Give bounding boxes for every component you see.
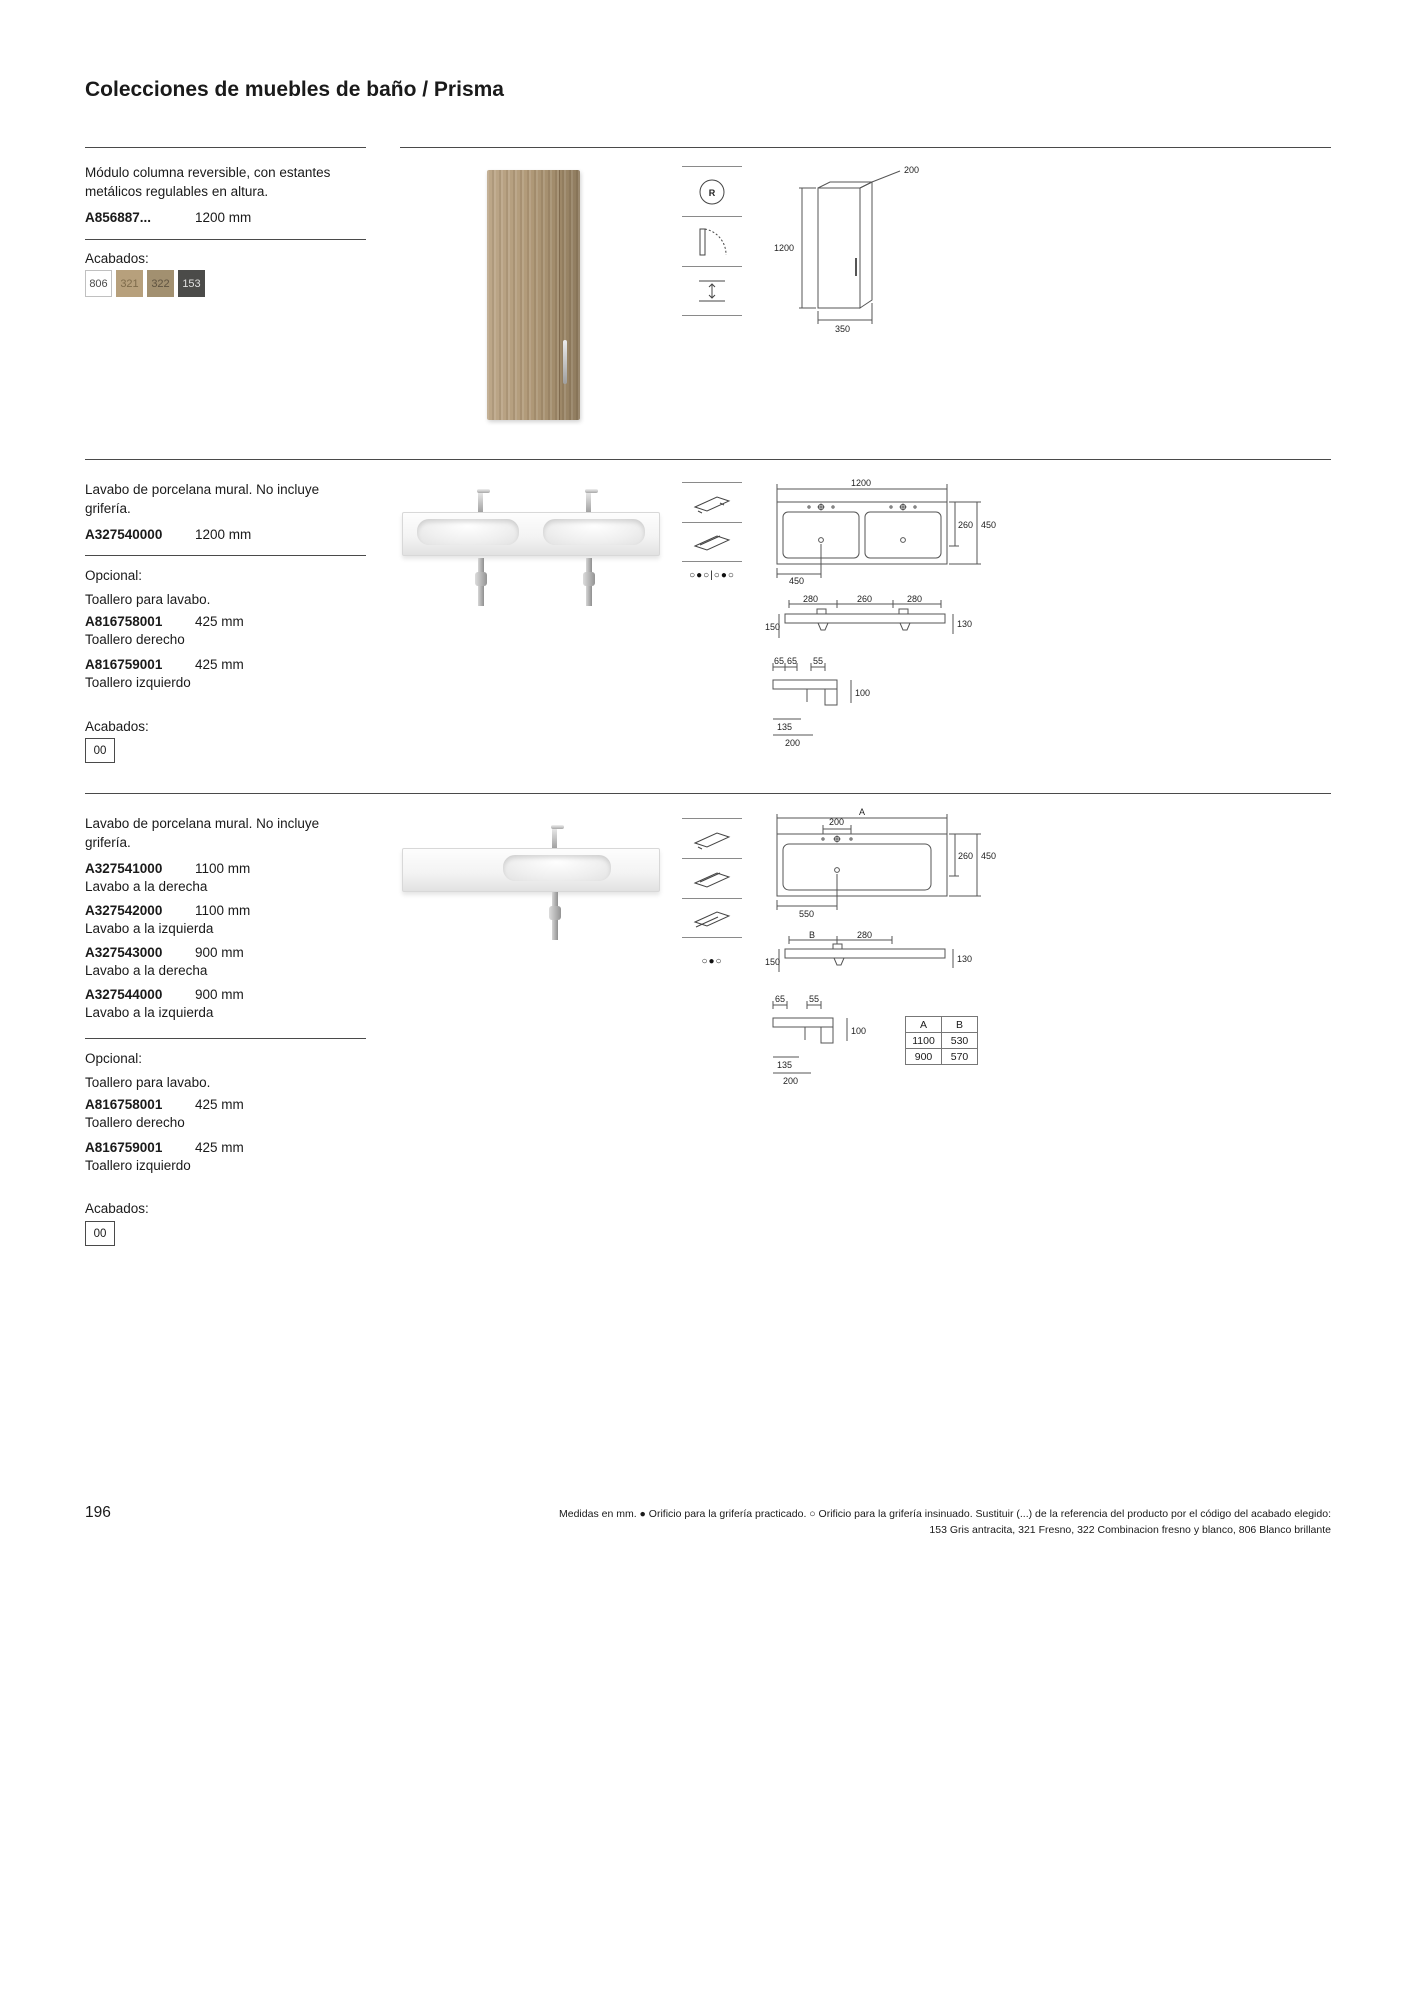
ref-size: 1100 mm xyxy=(195,903,251,918)
product-photo-single-basin xyxy=(400,818,665,943)
dim-label: 100 xyxy=(855,688,871,698)
basin-bowl xyxy=(543,519,645,545)
towel-rail-icon xyxy=(682,858,742,898)
ref-size: 1100 mm xyxy=(195,861,251,876)
ref-size: 425 mm xyxy=(195,1140,244,1155)
product-description: Lavabo de porcelana mural. No incluye grifería. xyxy=(85,482,320,517)
dim-label: 55 xyxy=(813,656,824,666)
ref-size: 1200 mm xyxy=(195,210,252,225)
acabados-label: Acabados: xyxy=(85,719,149,734)
ref-size: 900 mm xyxy=(195,987,244,1002)
feature-icon-stack xyxy=(682,818,742,938)
dim-label: 130 xyxy=(957,619,973,629)
ref-code: A327540000 xyxy=(85,527,163,542)
drain-pipe xyxy=(586,558,592,606)
dim-label: 260 xyxy=(857,594,873,604)
section-subdivider xyxy=(85,555,366,556)
acabados-label: Acabados: xyxy=(85,1201,149,1216)
dim-label: 280 xyxy=(803,594,819,604)
product-ref-row xyxy=(85,945,244,960)
table-cell: 1100 xyxy=(906,1033,942,1049)
header-rule-right xyxy=(400,147,1331,148)
dim-label: 55 xyxy=(809,994,820,1004)
towel-rail-icon xyxy=(682,898,742,938)
tap-hole-indicator: ○●○|○●○ xyxy=(689,570,735,581)
opcional-label: Opcional: xyxy=(85,568,143,583)
basin-slab xyxy=(402,512,660,556)
cabinet-handle xyxy=(563,340,567,384)
product-ref-row xyxy=(85,861,250,876)
table-header-row xyxy=(906,1017,978,1033)
ref-code: A327543000 xyxy=(85,945,163,960)
product-ref-row xyxy=(85,987,244,1002)
drain-pipe xyxy=(552,892,558,940)
tech-side-view xyxy=(765,656,915,751)
dim-label: 150 xyxy=(765,622,781,632)
ref-size: 425 mm xyxy=(195,614,244,629)
product-description: Módulo columna reversible, con estantes metálicos regulables en altura. xyxy=(85,165,331,200)
dim-width: 200 xyxy=(904,165,920,175)
tech-front-view xyxy=(765,594,1020,652)
ref-size: 900 mm xyxy=(195,945,244,960)
ref-code: A816758001 xyxy=(85,1097,163,1112)
dim-label: A xyxy=(859,808,866,817)
dim-height: 1200 xyxy=(774,243,795,253)
section-divider xyxy=(85,459,1331,460)
tech-front-view xyxy=(765,930,1020,985)
dim-label: 200 xyxy=(785,738,801,748)
dim-label: 200 xyxy=(783,1076,799,1086)
dim-label: 260 xyxy=(958,520,974,530)
product-description: Lavabo de porcelana mural. No incluye grifería. xyxy=(85,816,320,851)
technical-drawings xyxy=(765,808,1025,1098)
dim-label: 260 xyxy=(958,851,974,861)
tap-hole-indicator: ○●○ xyxy=(701,956,723,967)
product-photo-double-basin xyxy=(400,482,665,612)
dim-label: 280 xyxy=(857,930,873,940)
ref-size: 425 mm xyxy=(195,657,244,672)
option-ref-row xyxy=(85,1140,244,1155)
dim-label: 550 xyxy=(799,909,815,919)
option-name: Toallero derecho xyxy=(85,632,185,647)
table-header-b: B xyxy=(942,1017,978,1033)
size-table xyxy=(905,1016,978,1065)
product-variant: Lavabo a la izquierda xyxy=(85,921,214,936)
dim-label: 65 xyxy=(775,994,786,1004)
option-ref-row xyxy=(85,614,244,629)
product-photo-column-cabinet xyxy=(487,170,580,420)
dim-label: 135 xyxy=(777,722,793,732)
dim-label: 450 xyxy=(981,851,997,861)
option-name: Toallero izquierdo xyxy=(85,675,191,690)
table-header-a: A xyxy=(906,1017,942,1033)
reversible-icon xyxy=(682,166,742,216)
table-row xyxy=(906,1049,978,1065)
dim-label: 100 xyxy=(851,1026,867,1036)
faucet xyxy=(552,828,557,850)
towel-rail-icon xyxy=(682,522,742,562)
footer-legend xyxy=(270,1506,1331,1539)
finish-swatch-322: 322 xyxy=(147,270,174,297)
feature-icon-stack xyxy=(682,482,742,562)
product-ref-row xyxy=(85,210,251,225)
feature-icon-stack xyxy=(682,166,742,316)
tech-side-view xyxy=(765,994,900,1089)
finish-swatch-806: 806 xyxy=(85,270,112,297)
dim-label: 65 xyxy=(787,656,798,666)
ref-size: 1200 mm xyxy=(195,527,252,542)
section-subdivider xyxy=(85,1038,366,1039)
dim-label: 280 xyxy=(907,594,923,604)
option-name: Toallero izquierdo xyxy=(85,1158,191,1173)
dim-label: 135 xyxy=(777,1060,793,1070)
dim-label: 150 xyxy=(765,957,781,967)
header-rule-left xyxy=(85,147,366,148)
page-title: Colecciones de muebles de baño / Prisma xyxy=(85,78,504,101)
table-cell: 900 xyxy=(906,1049,942,1065)
faucet xyxy=(586,492,591,514)
towel-rail-icon xyxy=(682,482,742,522)
basin-slab xyxy=(402,848,660,892)
table-cell: 570 xyxy=(942,1049,978,1065)
reversible-letter: R xyxy=(708,187,716,198)
product-variant: Lavabo a la derecha xyxy=(85,963,208,978)
ref-code: A856887... xyxy=(85,210,152,225)
dim-label: 1200 xyxy=(851,478,872,488)
opcional-label: Opcional: xyxy=(85,1051,143,1066)
dim-label: B xyxy=(809,930,816,940)
shelf-adjust-icon xyxy=(682,266,742,316)
door-swing-icon xyxy=(682,216,742,266)
dim-label: 450 xyxy=(981,520,997,530)
option-ref-row xyxy=(85,657,244,672)
option-ref-row xyxy=(85,1097,244,1112)
tech-top-view xyxy=(765,808,1020,923)
ref-code: A327544000 xyxy=(85,987,163,1002)
tech-top-view xyxy=(765,478,1020,588)
dim-label: 200 xyxy=(829,817,845,827)
technical-drawings xyxy=(765,478,1025,758)
product-variant: Lavabo a la derecha xyxy=(85,879,208,894)
ref-code: A816758001 xyxy=(85,614,163,629)
acabados-label: Acabados: xyxy=(85,251,149,266)
option-name: Toallero derecho xyxy=(85,1115,185,1130)
finish-swatch-00: 00 xyxy=(85,1221,115,1246)
basin-bowl xyxy=(503,855,611,881)
page-number: 196 xyxy=(85,1504,111,1521)
technical-drawing-cabinet xyxy=(772,158,957,338)
finish-swatches xyxy=(85,270,205,297)
finish-swatch-00: 00 xyxy=(85,738,115,763)
opcional-description: Toallero para lavabo. xyxy=(85,592,211,607)
finish-swatch-153: 153 xyxy=(178,270,205,297)
finish-swatch-321: 321 xyxy=(116,270,143,297)
product-variant: Lavabo a la izquierda xyxy=(85,1005,214,1020)
footer-line-2: 153 Gris antracita, 321 Fresno, 322 Combinacion fresno y blanco, 806 Blanco brillante xyxy=(929,1524,1331,1537)
table-cell: 530 xyxy=(942,1033,978,1049)
ref-code: A816759001 xyxy=(85,657,163,672)
dim-label: 130 xyxy=(957,954,973,964)
opcional-description: Toallero para lavabo. xyxy=(85,1075,211,1090)
section-divider xyxy=(85,793,1331,794)
dim-depth: 350 xyxy=(835,324,851,333)
ref-size: 425 mm xyxy=(195,1097,244,1112)
drain-pipe xyxy=(478,558,484,606)
product-ref-row xyxy=(85,527,251,542)
ref-code: A327542000 xyxy=(85,903,163,918)
cabinet-door-seam xyxy=(559,170,560,420)
table-row xyxy=(906,1033,978,1049)
faucet xyxy=(478,492,483,514)
ref-code: A327541000 xyxy=(85,861,163,876)
product-ref-row xyxy=(85,903,250,918)
footer-line-1: Medidas en mm. ● Orificio para la grifería practicado. ○ Orificio para la grifería insinuado. Sustituir (...) de la referencia del producto por el código del acabado elegido: xyxy=(559,1508,1331,1520)
basin-bowl xyxy=(417,519,519,545)
dim-label: 65 xyxy=(774,656,785,666)
dim-label: 450 xyxy=(789,576,805,586)
towel-rail-icon xyxy=(682,818,742,858)
ref-code: A816759001 xyxy=(85,1140,163,1155)
section-subdivider xyxy=(85,239,366,240)
